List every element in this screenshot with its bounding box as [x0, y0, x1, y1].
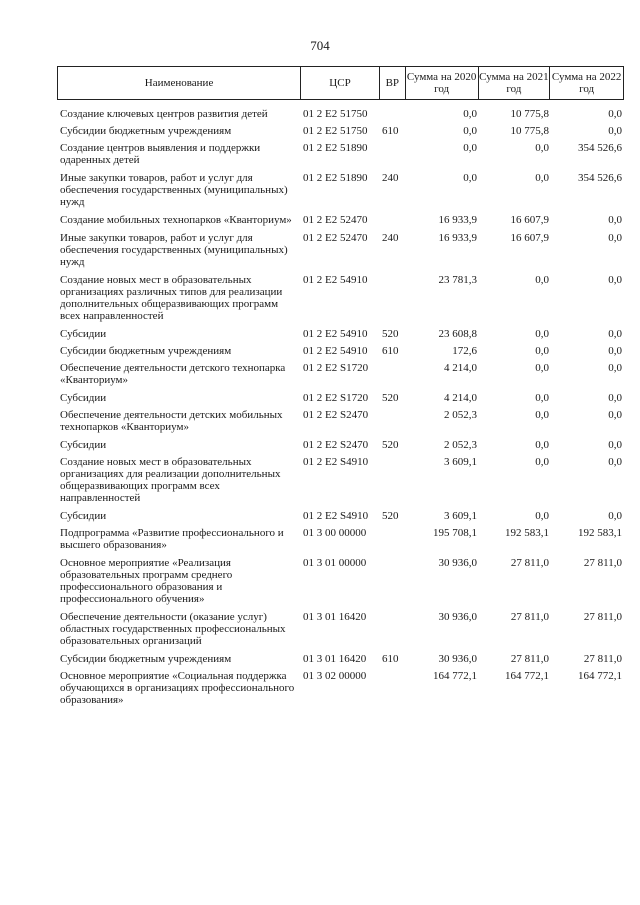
row-name: Создание ключевых центров развития детей	[60, 108, 268, 120]
row-vr: 610	[382, 653, 399, 665]
row-name: Субсидии бюджетным учреждениям	[60, 125, 232, 137]
row-sum-2022: 0,0	[608, 439, 622, 451]
row-sum-2022: 0,0	[608, 125, 622, 137]
row-sum-2021: 164 772,1	[505, 670, 549, 682]
table-row	[57, 362, 624, 386]
row-sum-2021: 0,0	[535, 409, 549, 421]
row-sum-2020: 3 609,1	[444, 456, 477, 468]
row-vr	[380, 108, 406, 120]
row-csr: 01 2 E2 S1720	[303, 362, 369, 374]
row-vr	[380, 670, 406, 706]
row-sum-2020: 195 708,1	[433, 527, 477, 539]
table-row	[57, 125, 624, 137]
row-vr	[380, 409, 406, 433]
row-sum-2022: 164 772,1	[578, 670, 622, 682]
row-sum-2021: 0,0	[535, 345, 549, 357]
row-name: Обеспечение деятельности (оказание услуг) областных государственных профессиональных образовательных организаций	[60, 611, 286, 647]
row-name: Основное мероприятие «Социальная поддержка обучающихся в организациях профессионального образования»	[60, 670, 295, 706]
table-row	[57, 328, 624, 340]
row-sum-2020: 23 781,3	[438, 274, 477, 286]
row-sum-2020: 0,0	[463, 142, 477, 154]
row-sum-2020: 16 933,9	[438, 214, 477, 226]
row-sum-2020: 4 214,0	[444, 392, 477, 404]
table-row	[57, 409, 624, 433]
row-vr: 520	[382, 439, 399, 451]
table-row	[57, 172, 624, 208]
row-sum-2020: 164 772,1	[433, 670, 477, 682]
table-row	[57, 611, 624, 647]
row-sum-2021: 0,0	[535, 142, 549, 154]
row-vr	[380, 142, 406, 166]
table-row	[57, 214, 624, 226]
row-sum-2022: 27 811,0	[583, 611, 622, 623]
row-sum-2022: 0,0	[608, 510, 622, 522]
row-sum-2020: 16 933,9	[438, 232, 477, 244]
row-name: Иные закупки товаров, работ и услуг для обеспечения государственных (муниципальных) нужд	[60, 172, 288, 208]
row-sum-2022: 0,0	[608, 456, 622, 468]
row-csr: 01 2 E2 S2470	[303, 439, 369, 451]
row-name: Создание новых мест в образовательных организациях для реализации дополнительных общеразвивающих программ всех направленностей	[60, 456, 281, 504]
table-body	[57, 108, 624, 706]
row-vr	[380, 456, 406, 504]
row-name: Создание новых мест в образовательных организациях различных типов для реализации дополнительных общеразвивающих программ всех направленностей	[60, 274, 283, 322]
table-row	[57, 392, 624, 404]
row-sum-2020: 0,0	[463, 172, 477, 184]
row-vr: 520	[382, 510, 399, 522]
row-sum-2021: 16 607,9	[510, 214, 549, 226]
row-sum-2021: 0,0	[535, 392, 549, 404]
row-csr: 01 3 01 16420	[303, 611, 367, 623]
header-vr: ВР	[380, 67, 406, 99]
row-name: Субсидии	[60, 439, 107, 451]
row-sum-2021: 0,0	[535, 510, 549, 522]
row-sum-2020: 172,6	[452, 345, 477, 357]
row-csr: 01 3 01 00000	[303, 557, 367, 569]
row-sum-2022: 0,0	[608, 328, 622, 340]
row-sum-2021: 27 811,0	[510, 653, 549, 665]
header-sum-2020: Сумма на 2020 год	[406, 67, 479, 99]
row-name: Подпрограмма «Развитие профессионального и высшего образования»	[60, 527, 284, 551]
header-csr: ЦСР	[301, 67, 380, 99]
table-row	[57, 557, 624, 605]
row-csr: 01 2 E2 52470	[303, 232, 368, 244]
row-vr	[380, 611, 406, 647]
header-name: Наименование	[58, 67, 301, 99]
table-row	[57, 142, 624, 166]
row-name: Субсидии	[60, 510, 107, 522]
row-sum-2021: 27 811,0	[510, 557, 549, 569]
row-sum-2021: 0,0	[535, 172, 549, 184]
row-sum-2022: 0,0	[608, 345, 622, 357]
row-vr: 240	[382, 172, 399, 184]
table-row	[57, 527, 624, 551]
row-sum-2022: 0,0	[608, 409, 622, 421]
row-csr: 01 3 02 00000	[303, 670, 367, 682]
row-sum-2021: 0,0	[535, 328, 549, 340]
row-csr: 01 2 E2 S1720	[303, 392, 369, 404]
table-row	[57, 108, 624, 120]
header-sum-2021: Сумма на 2021 год	[479, 67, 551, 99]
row-sum-2022: 0,0	[608, 362, 622, 374]
row-csr: 01 2 E2 S4910	[303, 510, 369, 522]
row-sum-2022: 27 811,0	[583, 653, 622, 665]
row-name: Субсидии бюджетным учреждениям	[60, 653, 232, 665]
row-name: Субсидии	[60, 392, 107, 404]
row-sum-2022: 0,0	[608, 214, 622, 226]
row-vr: 520	[382, 328, 399, 340]
row-sum-2020: 0,0	[463, 125, 477, 137]
row-name: Субсидии	[60, 328, 107, 340]
table-row	[57, 274, 624, 322]
row-csr: 01 2 E2 51750	[303, 125, 368, 137]
row-vr	[380, 527, 406, 551]
row-vr: 610	[382, 345, 399, 357]
row-vr: 520	[382, 392, 399, 404]
row-csr: 01 2 E2 52470	[303, 214, 368, 226]
page-number: 704	[310, 38, 330, 53]
row-sum-2021: 0,0	[535, 274, 549, 286]
row-sum-2020: 2 052,3	[444, 409, 477, 421]
row-sum-2020: 23 608,8	[438, 328, 477, 340]
row-csr: 01 2 E2 S2470	[303, 409, 369, 421]
row-vr: 240	[382, 232, 399, 244]
row-csr: 01 2 E2 51890	[303, 172, 368, 184]
row-sum-2020: 30 936,0	[438, 653, 477, 665]
row-sum-2021: 0,0	[535, 439, 549, 451]
row-sum-2020: 4 214,0	[444, 362, 477, 374]
table-row	[57, 345, 624, 357]
row-sum-2022: 354 526,6	[578, 142, 622, 154]
row-sum-2020: 3 609,1	[444, 510, 477, 522]
row-sum-2022: 192 583,1	[578, 527, 622, 539]
table-row	[57, 670, 624, 706]
table-row	[57, 653, 624, 665]
row-sum-2022: 354 526,6	[578, 172, 622, 184]
table-row	[57, 510, 624, 522]
row-sum-2022: 27 811,0	[583, 557, 622, 569]
row-sum-2021: 10 775,8	[510, 125, 549, 137]
row-sum-2022: 0,0	[608, 108, 622, 120]
row-sum-2020: 30 936,0	[438, 611, 477, 623]
row-name: Субсидии бюджетным учреждениям	[60, 345, 232, 357]
row-csr: 01 2 E2 51890	[303, 142, 368, 154]
row-vr	[380, 362, 406, 386]
row-sum-2021: 192 583,1	[505, 527, 549, 539]
row-name: Обеспечение деятельности детских мобильных технопарков «Кванториум»	[60, 409, 283, 433]
row-sum-2021: 0,0	[535, 456, 549, 468]
table-header	[57, 66, 624, 100]
row-csr: 01 2 E2 54910	[303, 274, 368, 286]
row-name: Обеспечение деятельности детского технопарка «Кванториум»	[60, 362, 286, 386]
row-sum-2022: 0,0	[608, 274, 622, 286]
row-csr: 01 3 00 00000	[303, 527, 367, 539]
row-csr: 01 2 E2 54910	[303, 345, 368, 357]
row-vr: 610	[382, 125, 399, 137]
row-csr: 01 2 E2 51750	[303, 108, 368, 120]
row-sum-2022: 0,0	[608, 392, 622, 404]
row-vr	[380, 214, 406, 226]
row-sum-2021: 10 775,8	[510, 108, 549, 120]
row-vr	[380, 557, 406, 605]
row-sum-2021: 16 607,9	[510, 232, 549, 244]
row-name: Иные закупки товаров, работ и услуг для обеспечения государственных (муниципальных) нужд	[60, 232, 288, 268]
table-row	[57, 456, 624, 504]
header-sum-2022: Сумма на 2022 год	[551, 71, 622, 95]
row-sum-2022: 0,0	[608, 232, 622, 244]
row-name: Создание мобильных технопарков «Кванториум»	[60, 214, 292, 226]
row-sum-2020: 2 052,3	[444, 439, 477, 451]
row-csr: 01 3 01 16420	[303, 653, 367, 665]
row-sum-2021: 27 811,0	[510, 611, 549, 623]
row-vr	[380, 274, 406, 322]
row-sum-2021: 0,0	[535, 362, 549, 374]
row-csr: 01 2 E2 S4910	[303, 456, 369, 468]
row-sum-2020: 30 936,0	[438, 557, 477, 569]
table-row	[57, 439, 624, 451]
row-name: Основное мероприятие «Реализация образовательных программ среднего профессионального образования и профессионального обучения»	[60, 557, 233, 605]
row-csr: 01 2 E2 54910	[303, 328, 368, 340]
row-name: Создание центров выявления и поддержки одаренных детей	[60, 142, 261, 166]
row-sum-2020: 0,0	[463, 108, 477, 120]
table-row	[57, 232, 624, 268]
